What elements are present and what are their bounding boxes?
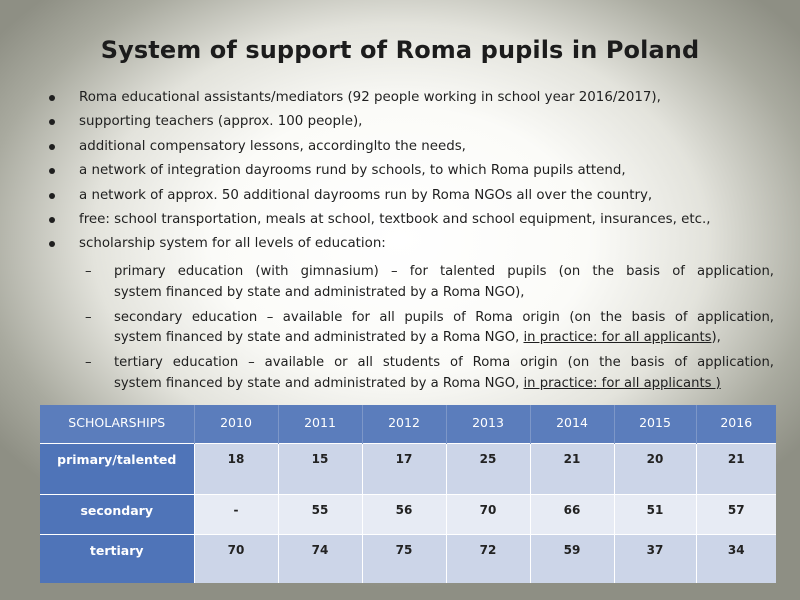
table-cell: 74 [278, 534, 362, 583]
row-header: secondary [40, 494, 194, 534]
bullet-item [47, 159, 779, 183]
bullet-item [47, 232, 779, 256]
table-cell: 72 [446, 534, 530, 583]
table-cell: 59 [530, 534, 614, 583]
sub-bullet-primary [82, 262, 774, 303]
column-header: 2011 [278, 405, 362, 443]
dash-icon: – [85, 309, 92, 325]
column-header: 2012 [362, 405, 446, 443]
bullet-text: free: school transportation, meals at school, textbook and school equipment, insurances, etc., [79, 211, 711, 227]
table-cell: 21 [530, 443, 614, 494]
sub-bullet-text: system financed by state and administrated by a Roma NGO, [114, 330, 524, 345]
sub-bullet-tail: ), [711, 330, 721, 345]
bullet-dot-icon [49, 119, 55, 125]
bullet-text: additional compensatory lessons, accordinglto the needs, [79, 138, 466, 154]
table-cell: 37 [614, 534, 696, 583]
table-row [40, 494, 776, 534]
column-header: 2013 [446, 405, 530, 443]
table-cell: - [194, 494, 278, 534]
table-cell: 18 [194, 443, 278, 494]
table-row [40, 534, 776, 583]
sub-bullet-tertiary [82, 353, 774, 394]
row-header: primary/talented [40, 443, 194, 494]
slide-title: System of support of Roma pupils in Poland [100, 36, 700, 64]
table-row [40, 443, 776, 494]
dash-icon: – [85, 264, 92, 279]
table-cell: 75 [362, 534, 446, 583]
row-header: tertiary [40, 534, 194, 583]
bullet-dot-icon [49, 144, 55, 150]
underlined-note: in practice: for all applicants ) [523, 375, 721, 391]
table-cell: 55 [278, 494, 362, 534]
bullet-text: scholarship system for all levels of education: [79, 236, 386, 252]
table-cell: 17 [362, 443, 446, 494]
table-cell: 70 [194, 534, 278, 583]
table-cell: 70 [446, 494, 530, 534]
column-header: 2010 [194, 405, 278, 443]
table-cell: 56 [362, 494, 446, 534]
sub-bullet-list [82, 262, 774, 399]
scholarships-table [40, 405, 776, 583]
bullet-dot-icon [49, 217, 55, 223]
column-header: 2015 [614, 405, 696, 443]
sub-bullet-line: secondary education – available for all pupils of Roma origin (on the basis of application, [114, 309, 774, 325]
bullet-dot-icon [49, 168, 55, 174]
column-header: SCHOLARSHIPS [40, 405, 194, 443]
sub-bullet-text: system financed by state and administrated by a Roma NGO, [114, 375, 524, 391]
bullet-dot-icon [49, 95, 55, 101]
bullet-dot-icon [49, 241, 55, 247]
column-header: 2014 [530, 405, 614, 443]
bullet-item [47, 208, 779, 232]
table-cell: 34 [696, 534, 776, 583]
table-cell: 51 [614, 494, 696, 534]
bullet-text: a network of integration dayrooms rund by schools, to which Roma pupils attend, [79, 163, 626, 179]
bullet-text: Roma educational assistants/mediators (92 people working in school year 2016/2017), [79, 90, 661, 105]
bullet-text: supporting teachers (approx. 100 people), [79, 114, 363, 130]
sub-bullet-line: tertiary education – available or all students of Roma origin (on the basis of application, [114, 355, 774, 370]
table-header-row [40, 405, 776, 443]
bullet-item [47, 135, 779, 159]
bullet-text: a network of approx. 50 additional dayrooms run by Roma NGOs all over the country, [79, 187, 653, 203]
underlined-note: in practice: for all applicants [523, 330, 712, 345]
sub-bullet-secondary [82, 308, 774, 349]
table-cell: 20 [614, 443, 696, 494]
bullet-item [47, 110, 779, 134]
column-header: 2016 [696, 405, 776, 443]
bullet-item [47, 184, 779, 208]
table-cell: 15 [278, 443, 362, 494]
table-cell: 25 [446, 443, 530, 494]
table-cell: 57 [696, 494, 776, 534]
sub-bullet-text: system financed by state and administrated by a Roma NGO), [114, 284, 525, 300]
dash-icon: – [85, 355, 92, 370]
sub-bullet-line [114, 374, 774, 395]
bullet-dot-icon [49, 193, 55, 199]
table-cell: 21 [696, 443, 776, 494]
sub-bullet-line: primary education (with gimnasium) – for talented pupils (on the basis of application, [114, 264, 774, 279]
bullet-list [47, 86, 779, 257]
sub-bullet-line [114, 328, 774, 349]
bullet-item [47, 86, 779, 110]
sub-bullet-line [114, 283, 774, 304]
table-cell: 66 [530, 494, 614, 534]
